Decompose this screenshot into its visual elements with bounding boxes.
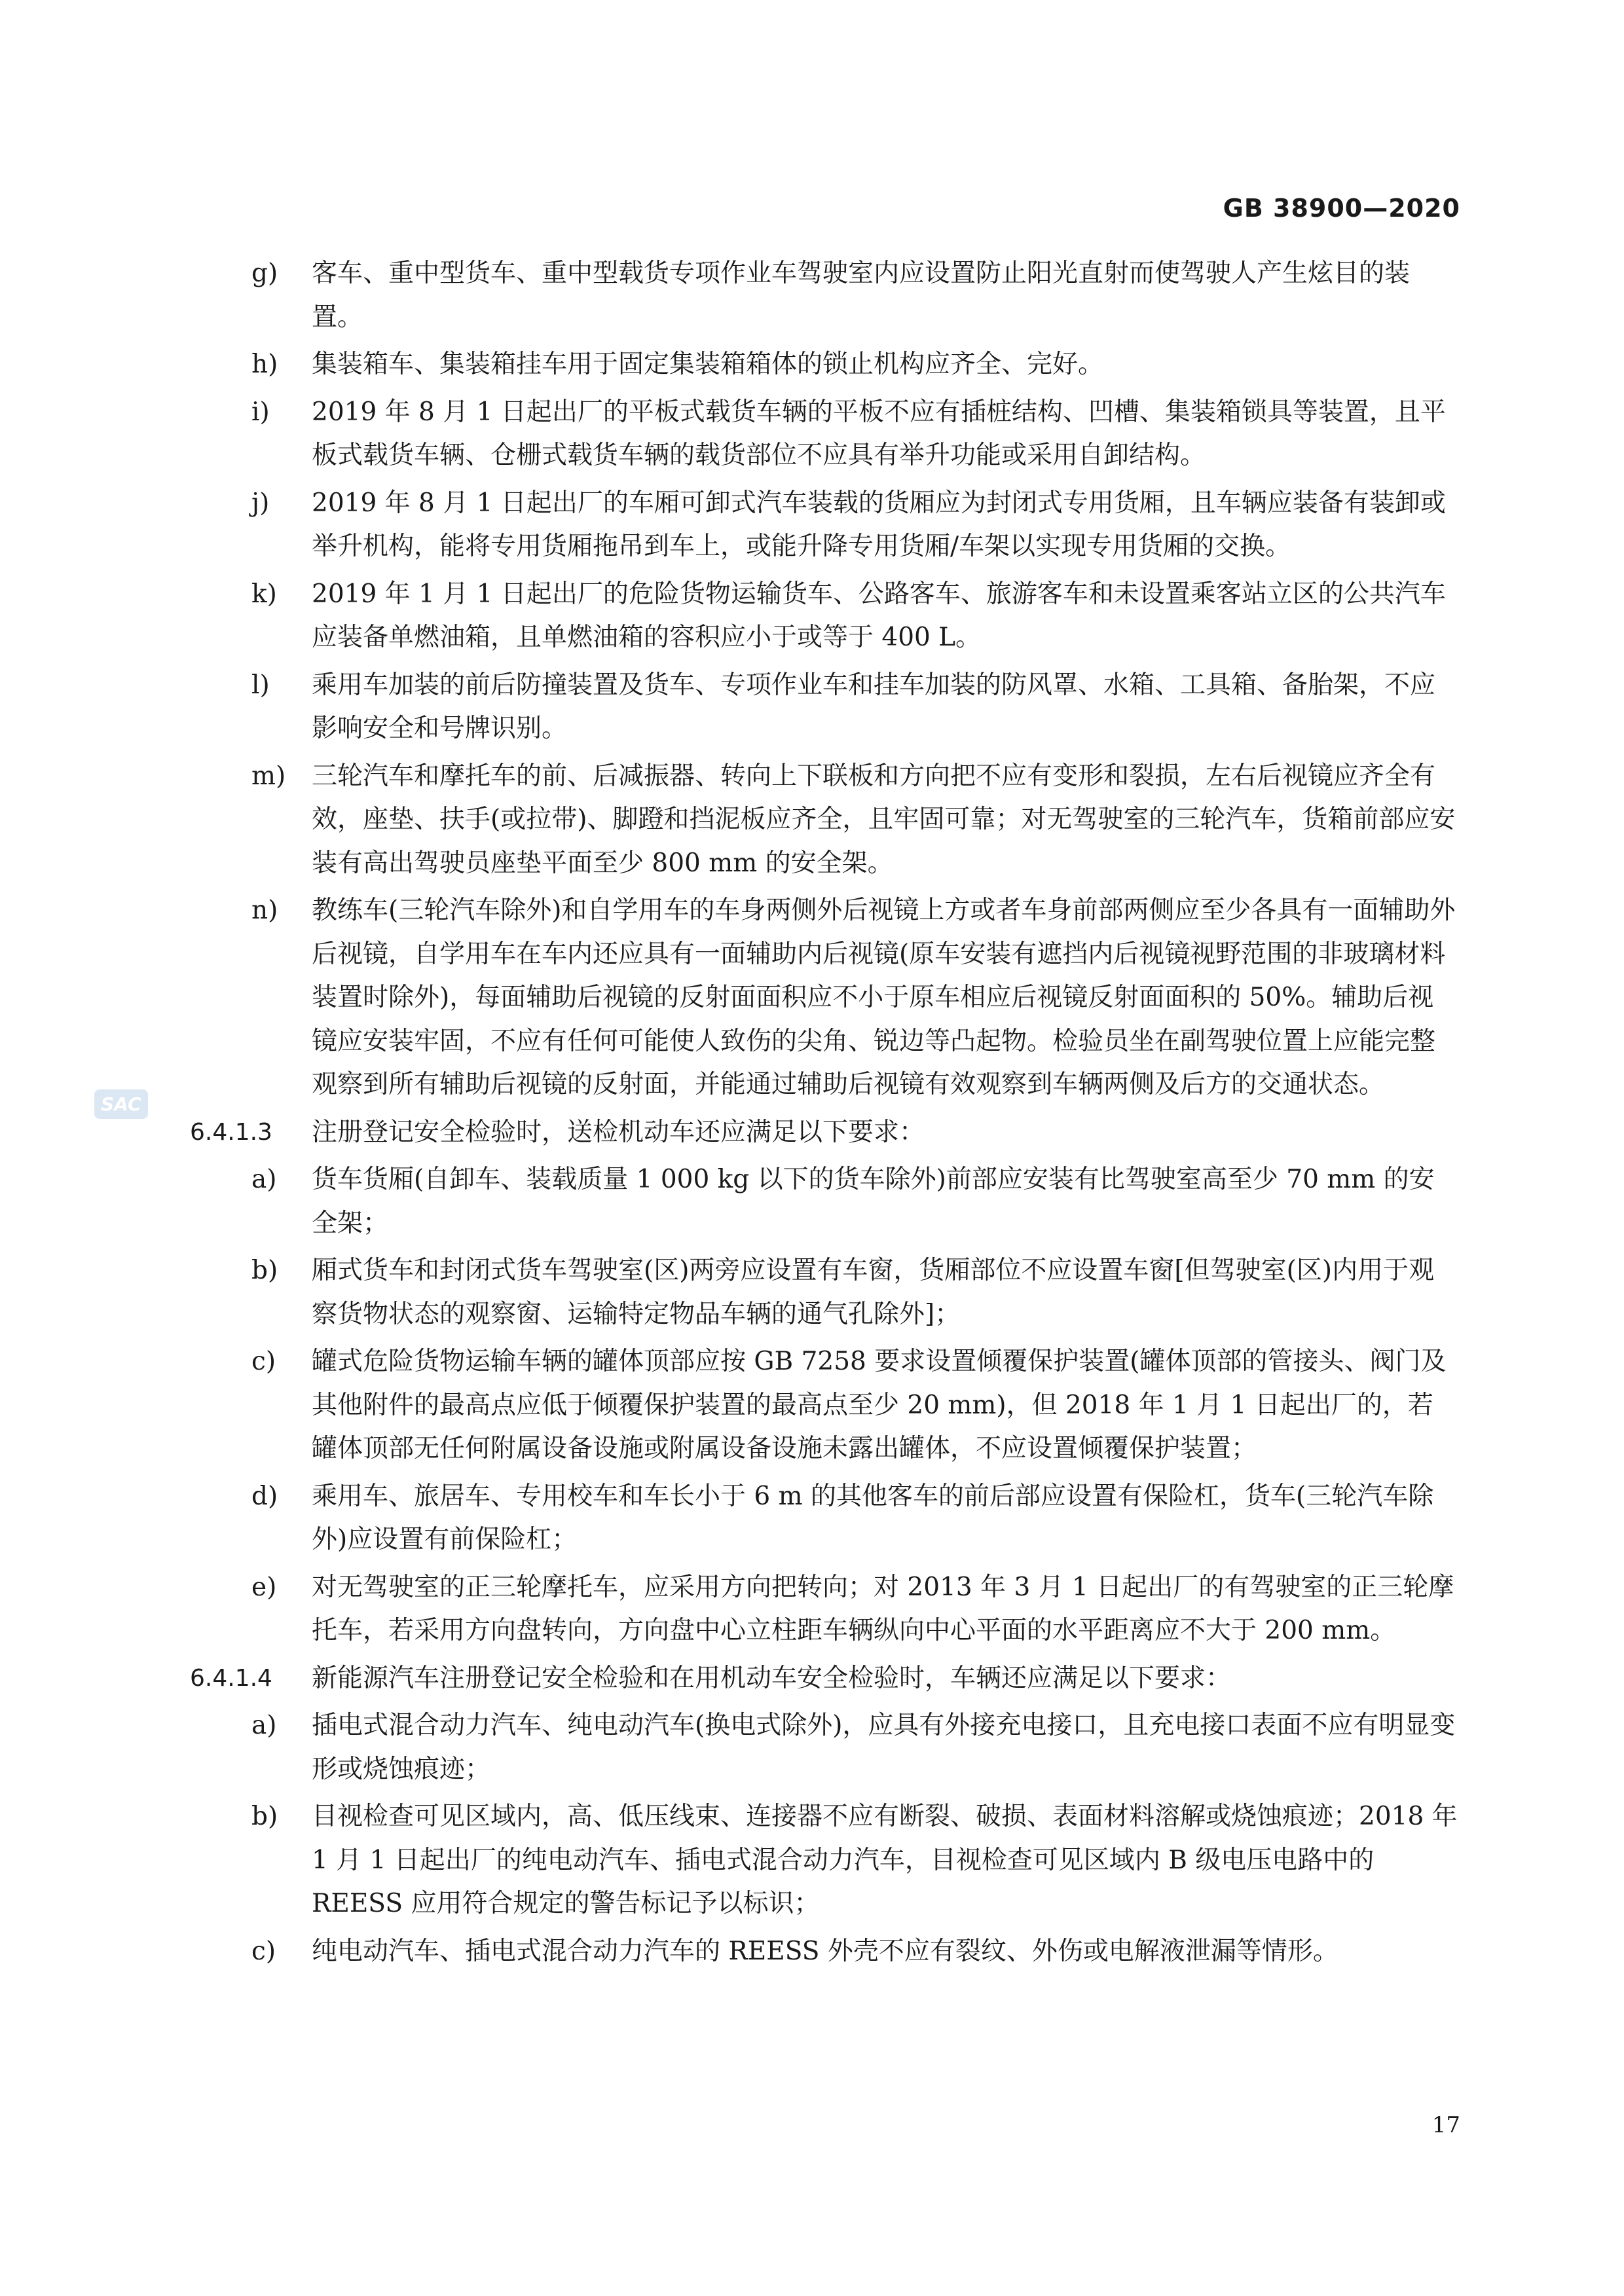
item-text: 乘用车加装的前后防撞装置及货车、专项作业车和挂车加装的防风罩、水箱、工具箱、备胎架，不应影响安全和号牌识别。 <box>312 670 1436 743</box>
list-item <box>0 252 1458 339</box>
item-label: k) <box>251 579 277 609</box>
item-label: n) <box>251 896 278 925</box>
item-label: b) <box>251 1802 278 1831</box>
item-label: g) <box>251 259 278 288</box>
list-item <box>0 755 1458 886</box>
item-text: 2019 年 8 月 1 日起出厂的车厢可卸式汽车装载的货厢应为封闭式专用货厢，且车辆应装备有装卸或举升机构，能将专用货厢拖吊到车上，或能升降专用货厢/车架以实现专用货厢的交换。 <box>312 488 1446 561</box>
clause-number: 6.4.1.3 <box>190 1118 272 1146</box>
list-item <box>0 1158 1458 1245</box>
item-label: b) <box>251 1256 278 1285</box>
list-item <box>0 1795 1458 1926</box>
item-text: 2019 年 1 月 1 日起出厂的危险货物运输货车、公路客车、旅游客车和未设置乘客站立区的公共汽车应装备单燃油箱，且单燃油箱的容积应小于或等于 400 L。 <box>312 579 1446 652</box>
item-text: 2019 年 8 月 1 日起出厂的平板式载货车辆的平板不应有插桩结构、凹槽、集装箱锁具等装置，且平板式载货车辆、仓栅式载货车辆的载货部位不应具有举升功能或采用自卸结构。 <box>312 397 1446 470</box>
item-label: l) <box>251 670 270 700</box>
clause-text: 新能源汽车注册登记安全检验和在用机动车安全检验时，车辆还应满足以下要求： <box>312 1663 1232 1693</box>
clause-number: 6.4.1.4 <box>190 1664 272 1692</box>
list-item <box>0 1566 1458 1653</box>
item-text: 纯电动汽车、插电式混合动力汽车的 REESS 外壳不应有裂纹、外伤或电解液泄漏等情形。 <box>312 1936 1338 1966</box>
clause-6-4-1-3 <box>0 1111 1458 1155</box>
item-text: 教练车(三轮汽车除外)和自学用车的车身两侧外后视镜上方或者车身前部两侧应至少各具有一面辅助外后视镜，自学用车在车内还应具有一面辅助内后视镜(原车安装有遮挡内后视镜视野范围的非玻璃材料装置时除外)，每面辅助后视镜的反射面面积应不小于原车相应后视镜反射面面积的 50%。辅助后视镜应安装牢固，不应有任何可能使人致伤的尖角、锐边等凸起物。检验员坐在副驾驶位置上应能完整观察到所有辅助后视镜的反射面，并能通过辅助后视镜有效观察到车辆两侧及后方的交通状态。 <box>312 896 1456 1099</box>
list-item <box>0 889 1458 1107</box>
clause-text: 注册登记安全检验时，送检机动车还应满足以下要求： <box>312 1117 925 1147</box>
item-text: 集装箱车、集装箱挂车用于固定集装箱箱体的锁止机构应齐全、完好。 <box>312 350 1104 379</box>
item-label: m) <box>251 761 286 791</box>
item-label: a) <box>251 1711 277 1740</box>
item-text: 对无驾驶室的正三轮摩托车，应采用方向把转向；对 2013 年 3 月 1 日起出厂的有驾驶室的正三轮摩托车，若采用方向盘转向，方向盘中心立柱距车辆纵向中心平面的水平距离应不大于 200 mm。 <box>312 1572 1454 1645</box>
list-item <box>0 391 1458 478</box>
item-text: 厢式货车和封闭式货车驾驶室(区)两旁应设置有车窗，货厢部位不应设置车窗[但驾驶室(区)内用于观察货物状态的观察窗、运输特定物品车辆的通气孔除外]； <box>312 1256 1435 1329</box>
list-item <box>0 573 1458 660</box>
sac-watermark-logo: SAC <box>94 1089 148 1119</box>
list-item <box>0 1704 1458 1791</box>
item-text: 乘用车、旅居车、专用校车和车长小于 6 m 的其他客车的前后部应设置有保险杠，货车(三轮汽车除外)应设置有前保险杠； <box>312 1481 1434 1554</box>
standard-number: GB 38900—2020 <box>1223 194 1460 223</box>
item-label: i) <box>251 397 270 427</box>
item-label: c) <box>251 1936 276 1966</box>
item-text: 插电式混合动力汽车、纯电动汽车(换电式除外)，应具有外接充电接口，且充电接口表面不应有明显变形或烧蚀痕迹； <box>312 1711 1456 1784</box>
item-label: a) <box>251 1165 277 1194</box>
item-label: e) <box>251 1572 277 1602</box>
item-list-top <box>0 252 1624 1107</box>
list-item <box>0 1249 1458 1336</box>
item-text: 货车货厢(自卸车、装载质量 1 000 kg 以下的货车除外)前部应安装有比驾驶室高至少 70 mm 的安全架； <box>312 1165 1435 1238</box>
item-list-6-4-1-4 <box>0 1704 1624 1973</box>
item-list-6-4-1-3 <box>0 1158 1624 1653</box>
item-label: d) <box>251 1481 278 1511</box>
clause-6-4-1-4 <box>0 1657 1458 1701</box>
item-label: h) <box>251 350 278 379</box>
item-label: c) <box>251 1347 276 1376</box>
list-item <box>0 664 1458 751</box>
item-text: 三轮汽车和摩托车的前、后减振器、转向上下联板和方向把不应有变形和裂损，左右后视镜应齐全有效，座垫、扶手(或拉带)、脚蹬和挡泥板应齐全，且牢固可靠；对无驾驶室的三轮汽车，货箱前部应安装有高出驾驶员座垫平面至少 800 mm 的安全架。 <box>312 761 1456 878</box>
list-item <box>0 1340 1458 1471</box>
document-body <box>0 252 1624 1977</box>
list-item <box>0 1930 1458 1974</box>
list-item <box>0 482 1458 569</box>
list-item <box>0 343 1458 387</box>
list-item <box>0 1475 1458 1562</box>
item-label: j) <box>251 488 270 518</box>
page-number: 17 <box>1431 2112 1460 2138</box>
item-text: 罐式危险货物运输车辆的罐体顶部应按 GB 7258 要求设置倾覆保护装置(罐体顶部的管接头、阀门及其他附件的最高点应低于倾覆保护装置的最高点至少 20 mm)，但 2018 年 1 月 1 日起出厂的，若罐体顶部无任何附属设备设施或附属设备设施未露出罐体，不应设置倾覆保护装置； <box>312 1347 1447 1463</box>
item-text: 目视检查可见区域内，高、低压线束、连接器不应有断裂、破损、表面材料溶解或烧蚀痕迹；2018 年 1 月 1 日起出厂的纯电动汽车、插电式混合动力汽车，目视检查可见区域内 B 级电压电路中的 REESS 应用符合规定的警告标记予以标识； <box>312 1802 1458 1918</box>
item-text: 客车、重中型货车、重中型载货专项作业车驾驶室内应设置防止阳光直射而使驾驶人产生炫目的装置。 <box>312 259 1411 332</box>
